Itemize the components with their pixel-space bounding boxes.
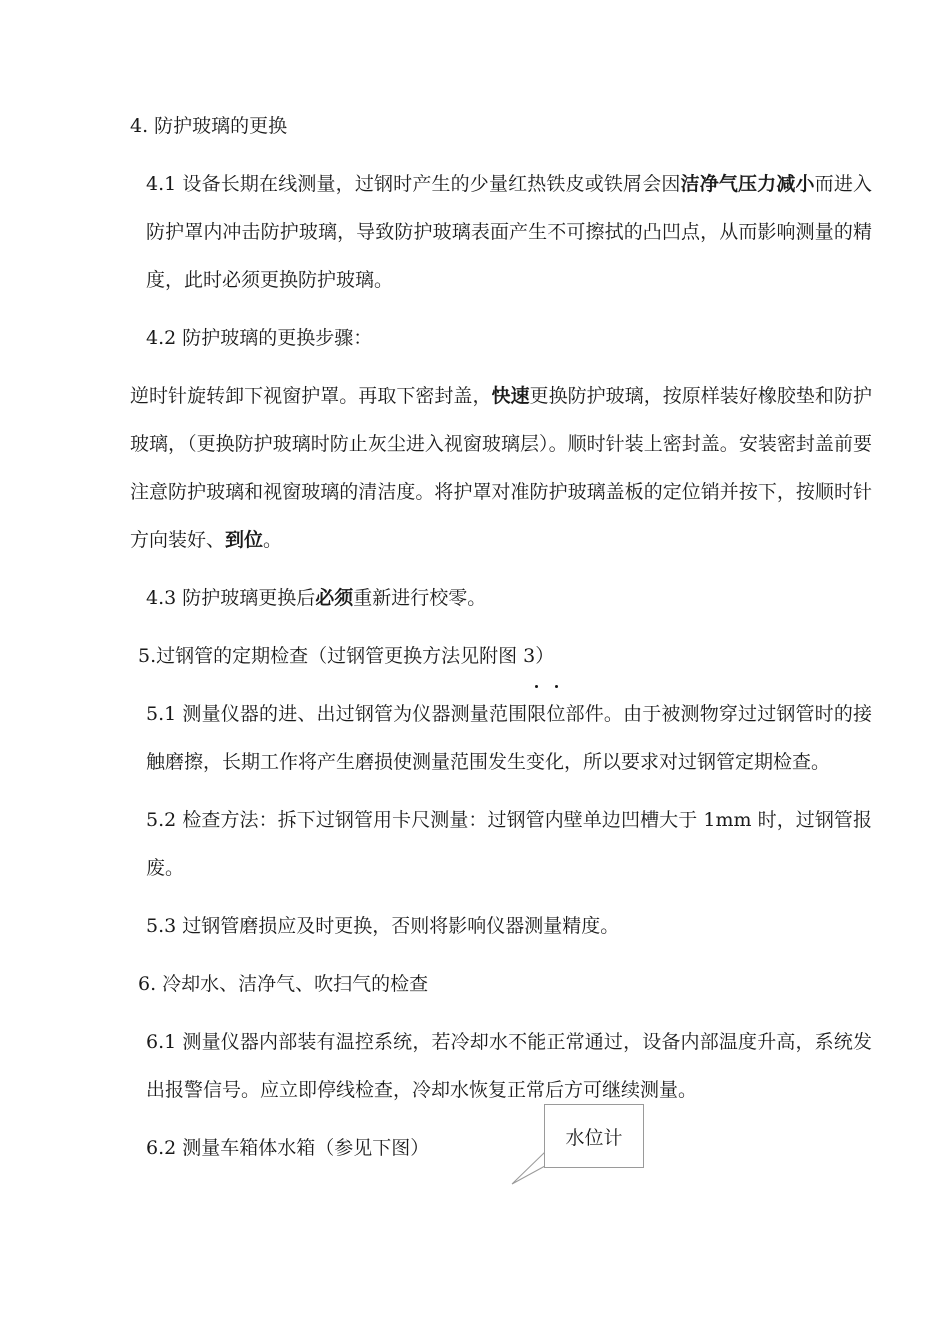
bold-text: 必须 — [315, 587, 354, 609]
heading-5: 5.过钢管的定期检查（过钢管更换方法见附图 3） — [138, 645, 555, 667]
bold-text: 快速 — [491, 385, 530, 407]
paragraph-4-1: 4.1 设备长期在线测量，过钢时产生的少量红热铁皮或铁屑会因洁净气压力减小而进入防护罩内冲击防护玻璃，导致防护玻璃表面产生不可擦拭的凸凹点，从而影响测量的精度，此时必须更换防护玻璃。 — [146, 173, 872, 291]
document-body — [92, 102, 872, 1172]
paragraph-6-1: 6.1 测量仪器内部装有温控系统，若冷却水不能正常通过，设备内部温度升高，系统发出报警信号。应立即停线检查，冷却水恢复正常后方可继续测量。 — [146, 1031, 872, 1101]
paragraph-5-1: 5.1 测量仪器的进、出过钢管为仪器测量范围 限 位部件。由于被测物穿过过钢管时的接触磨擦，长期工作将产生磨损使测量范围发生变化，所以要求对过钢管定期检查。 — [92, 690, 872, 786]
heading-4: 4. 防护玻璃的更换 — [130, 115, 288, 137]
paragraph-4-3: 4.3 防护玻璃更换后必须重新进行校零。 — [146, 587, 487, 609]
bold-text: 洁净气压力减小 — [680, 173, 815, 195]
paragraph-5-2: 5.2 检查方法：拆下过钢管用卡尺测量：过钢管内壁单边凹槽大于 1mm 时，过钢管报废。 — [146, 809, 872, 879]
paragraph-6-2: 6.2 测量车箱体水箱（参见下图） — [146, 1137, 430, 1159]
water-level-callout — [508, 1104, 648, 1186]
paragraph-5-3: 5.3 过钢管磨损应及时更换，否则将影响仪器测量精度。 — [146, 915, 620, 937]
paragraph-4-2-title: 4.2 防护玻璃的更换步骤： — [146, 327, 373, 349]
paragraph-4-2-body: 逆时针旋转卸下视窗护罩。再取下密封盖，快速更换防护玻璃，按原样装好橡胶垫和防护玻璃，（更换防护玻璃时防止灰尘进入视窗玻璃层）。顺时针装上密封盖。安装密封盖前要注意防护玻璃和视窗玻璃的清洁度。将护罩对准防护玻璃盖板的定位销并按下，按顺时针方向装好、到位。 — [130, 385, 872, 551]
heading-6: 6. 冷却水、洁净气、吹扫气的检查 — [138, 973, 429, 995]
emphasis-char: 限 — [527, 703, 546, 725]
emphasis-char: 位 — [546, 703, 565, 725]
bold-text: 到位 — [225, 529, 264, 551]
emphasis-dot — [535, 685, 538, 688]
callout-label: 水位计 — [544, 1104, 644, 1168]
emphasis-dot — [555, 685, 558, 688]
